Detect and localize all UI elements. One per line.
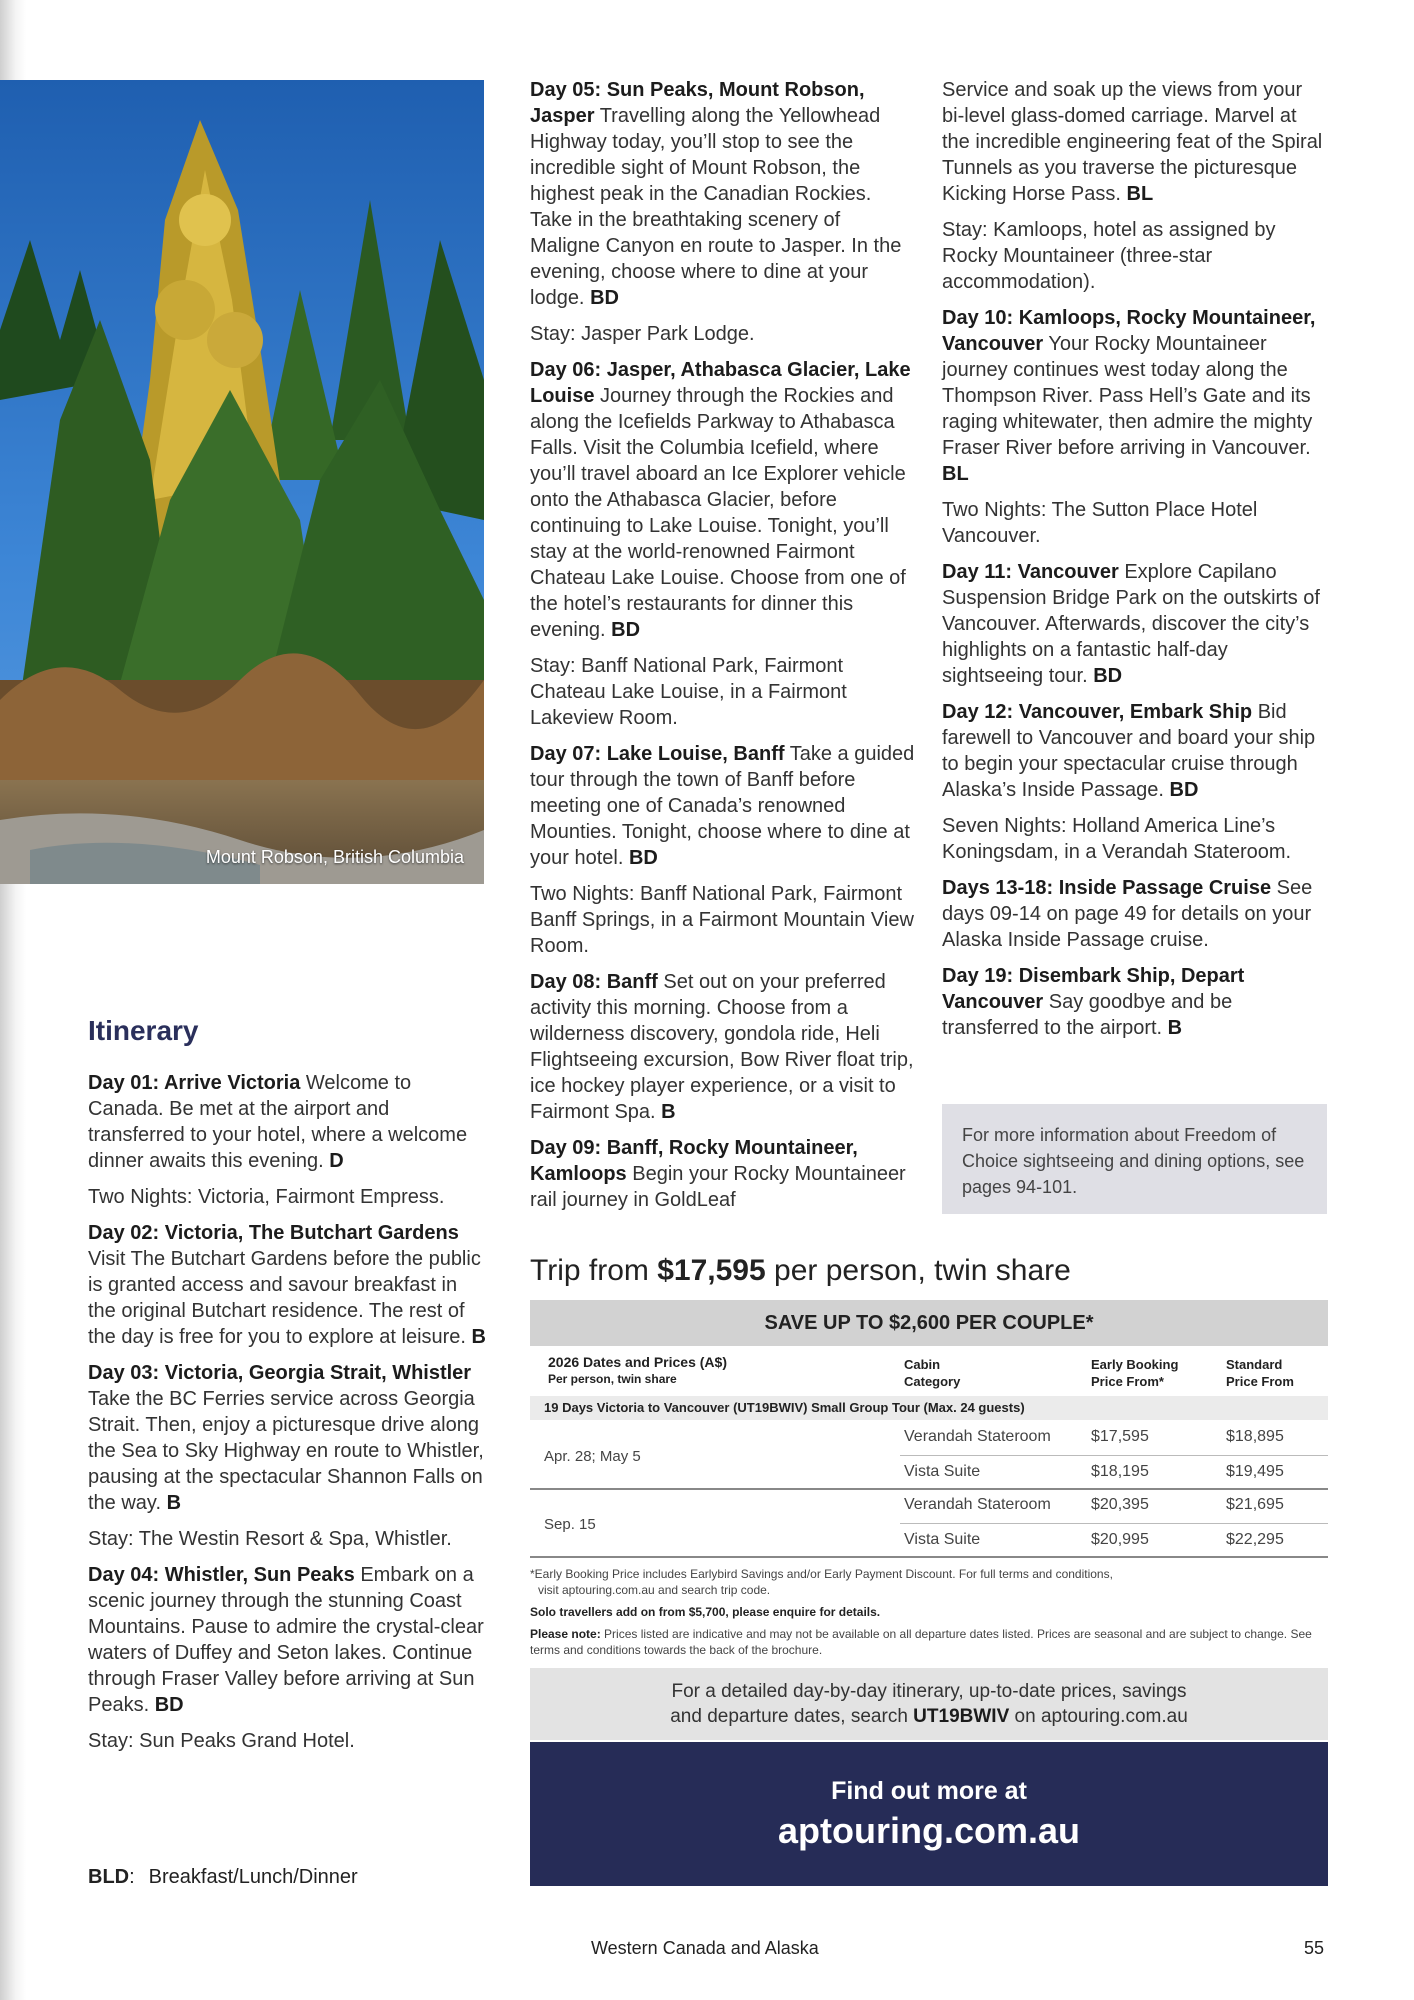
stay-info: Stay: Banff National Park, Fairmont Chateau Lake Louise, in a Fairmont Lakeview Room. (530, 655, 847, 729)
day-heading: Day 02: Victoria, The Butchart Gardens (88, 1222, 459, 1244)
early-price: $17,595 (1091, 1428, 1149, 1445)
standard-price: $18,895 (1226, 1428, 1284, 1445)
meals-code: B (661, 1101, 676, 1123)
itinerary-day (942, 559, 1327, 689)
col-header-standard: Standard Price From (1226, 1357, 1294, 1389)
meals-code: D (329, 1150, 344, 1172)
meals-code: BD (611, 619, 641, 641)
day-heading: Days 13-18: Inside Passage Cruise (942, 877, 1272, 899)
day-heading: Day 10: Kamloops, Rocky Mountaineer, Vancouver (942, 307, 1316, 355)
day-heading: Day 04: Whistler, Sun Peaks (88, 1564, 355, 1586)
day-text: Travelling along the Yellowhead Highway today, you’ll stop to see the incredible sight of Mount Robson, the highest peak in the Canadian Rockies. Take in the breathtaking scenery of Maligne Canyon en route to Jasper. In the evening, choose where to dine at your lodge. (530, 105, 902, 309)
meals-code: BL (1126, 183, 1154, 205)
day-heading: Day 07: Lake Louise, Banff (530, 743, 785, 765)
day-heading: Day 11: Vancouver (942, 561, 1119, 583)
day-text: Take a guided tour through the town of Banff before meeting one of Canada’s renowned Mounties. Tonight, choose where to dine at your hotel. (530, 743, 915, 869)
early-price: $20,395 (1091, 1496, 1149, 1513)
itinerary-day (530, 77, 915, 311)
col-header-early: Early Booking Price From* (1091, 1357, 1179, 1389)
day-heading: Day 12: Vancouver, Embark Ship (942, 701, 1253, 723)
itinerary-day (942, 875, 1327, 953)
day-text: Begin your Rocky Mountaineer rail journey in GoldLeaf (530, 1163, 906, 1211)
itinerary-day (88, 1562, 488, 1718)
legend-key: BLD: (88, 1866, 135, 1888)
stay-info: Two Nights: The Sutton Place Hotel Vancouver. (942, 499, 1258, 547)
cabin-category: Vista Suite (904, 1531, 981, 1548)
meals-code: B (166, 1492, 182, 1514)
meals-code: B (471, 1326, 486, 1348)
itinerary-column-1 (88, 1070, 488, 1764)
meals-code: BL (942, 463, 969, 485)
itinerary-day (530, 1135, 915, 1213)
meals-code: BD (154, 1694, 184, 1716)
early-price: $18,195 (1091, 1463, 1149, 1480)
meals-code: BD (1169, 779, 1199, 801)
trip-name-row: 19 Days Victoria to Vancouver (UT19BWIV) Small Group Tour (Max. 24 guests) (530, 1396, 1328, 1420)
trip-code: UT19BWIV (913, 1706, 1010, 1727)
cabin-category: Verandah Stateroom (904, 1428, 1051, 1445)
table-bottom-rule (530, 1556, 1328, 1558)
cta-website-link[interactable]: aptouring.com.au (777, 1809, 1080, 1851)
stay-info: Stay: Kamloops, hotel as assigned by Rocky Mountaineer (three-star accommodation). (942, 219, 1276, 293)
itinerary-day (88, 1360, 488, 1516)
day-text: Service and soak up the views from your bi-level glass-domed carriage. Marvel at the incredible engineering feat of the Spiral Tunnels as you traverse the picturesque Kicking Horse Pass. (942, 79, 1323, 205)
day-text: Visit The Butchart Gardens before the public is granted access and savour breakfast in the original Butchart residence. The rest of the day is free for you to explore at leisure. (88, 1248, 481, 1348)
col-header-dates: 2026 Dates and Prices (A$) Per person, twin share (548, 1354, 727, 1386)
cabin-category: Vista Suite (904, 1463, 981, 1480)
forest-photo-illustration (0, 80, 484, 884)
departure-dates: Apr. 28; May 5 (544, 1448, 641, 1465)
itinerary-day (530, 741, 915, 871)
stay-info: Stay: Jasper Park Lodge. (530, 323, 755, 345)
itinerary-day (942, 305, 1327, 487)
stay-info: Seven Nights: Holland America Line’s Koningsdam, in a Verandah Stateroom. (942, 815, 1292, 863)
stay-info: Two Nights: Banff National Park, Fairmont Banff Springs, in a Fairmont Mountain View Room. (530, 883, 914, 957)
day-text: Journey through the Rockies and along the Icefields Parkway to Athabasca Falls. Visit the Columbia Icefield, where you’ll travel aboard an Ice Explorer vehicle onto the Athabasca Glacier, before continuing to Lake Louise. Tonight, you’ll stay at the world-renowned Fairmont Chateau Lake Louise. Choose from one of the hotel’s restaurants for dinner this evening. (530, 385, 906, 641)
cabin-category: Verandah Stateroom (904, 1496, 1051, 1513)
row-divider (900, 1523, 1328, 1524)
footer-section-title: Western Canada and Alaska (591, 1938, 819, 1958)
col-header-cabin: Cabin Category (904, 1357, 961, 1389)
itinerary-day (942, 963, 1327, 1041)
find-out-more-banner[interactable] (530, 1742, 1328, 1886)
stay-info: Stay: The Westin Resort & Spa, Whistler. (88, 1528, 452, 1550)
stay-info: Two Nights: Victoria, Fairmont Empress. (88, 1186, 445, 1208)
solo-traveller-note: Solo travellers add on from $5,700, please enquire for details. (530, 1605, 881, 1619)
day-text: Set out on your preferred activity this morning. Choose from a wilderness discovery, gondola ride, Heli Flightseeing excursion, Bow River float trip, ice hockey player experience, or a visit to Fairmont Spa. (530, 971, 914, 1123)
day-heading: Day 01: Arrive Victoria (88, 1072, 301, 1094)
day-text: Your Rocky Mountaineer journey continues west today along the Thompson River. Pass Hell’s Gate and its raging whitewater, then admire the mighty Fraser River before arriving in Vancouver. (942, 333, 1313, 459)
day-heading: Day 03: Victoria, Georgia Strait, Whistler (88, 1362, 472, 1384)
meals-code: BD (590, 287, 619, 309)
photo-caption: Mount Robson, British Columbia (205, 847, 464, 867)
freedom-of-choice-note: For more information about Freedom of Choice sightseeing and dining options, see pages 94-101. (942, 1104, 1327, 1214)
itinerary-day (530, 969, 915, 1125)
itinerary-day (88, 1070, 488, 1174)
day-heading: Day 08: Banff (530, 971, 658, 993)
early-price: $20,995 (1091, 1531, 1149, 1548)
itinerary-day-continued (942, 77, 1327, 207)
pricing-disclaimer: Please note: Prices listed are indicative and may not be available on all departure dates listed. Prices are seasonal and are subject to change. See terms and conditions towards the back of the brochure. (530, 1627, 1312, 1657)
day-text: Bid farewell to Vancouver and board your ship to begin your spectacular cruise through Alaska’s Inside Passage. (942, 701, 1316, 801)
itinerary-heading: Itinerary (88, 1015, 199, 1046)
day-heading: Day 06: Jasper, Athabasca Glacier, Lake Louise (530, 359, 911, 407)
meals-code: BD (628, 847, 658, 869)
legend-value: Breakfast/Lunch/Dinner (148, 1866, 358, 1888)
standard-price: $22,295 (1226, 1531, 1284, 1548)
itinerary-day (530, 357, 915, 643)
day-text: Explore Capilano Suspension Bridge Park on the outskirts of Vancouver. Afterwards, discover the city’s highlights on a fantastic half-day sightseeing tour. (942, 561, 1320, 687)
lead-price: $17,595 (657, 1254, 766, 1287)
stay-info: Stay: Sun Peaks Grand Hotel. (88, 1730, 355, 1752)
day-text: Embark on a scenic journey through the stunning Coast Mountains. Pause to admire the crystal-clear waters of Duffey and Seton lakes. Continue through Fraser Valley before arriving at Sun Peaks. (88, 1564, 484, 1716)
day-text: Say goodbye and be transferred to the airport. (942, 991, 1233, 1039)
itinerary-day (942, 699, 1327, 803)
standard-price: $19,495 (1226, 1463, 1284, 1480)
trip-price-headline: Trip from $17,595 per person, twin share (530, 1254, 1071, 1287)
meals-legend (88, 1866, 358, 1889)
save-banner: SAVE UP TO $2,600 PER COUPLE* (530, 1300, 1328, 1346)
day-text: Welcome to Canada. Be met at the airport and transferred to your hotel, where a welcome dinner awaits this evening. (88, 1072, 468, 1172)
day-heading: Day 09: Banff, Rocky Mountaineer, Kamloops (530, 1137, 858, 1185)
day-text: Take the BC Ferries service across Georgia Strait. Then, enjoy a picturesque drive along the Sea to Sky Highway en route to Whistler, pausing at the spectacular Shannon Falls on the way. (88, 1388, 484, 1514)
early-booking-footnote: *Early Booking Price includes Earlybird Savings and/or Early Payment Discount. For full terms and conditions, visit aptouring.com.au and search trip code. (530, 1567, 1113, 1597)
meals-code: B (1167, 1017, 1183, 1039)
page-number: 55 (1304, 1938, 1325, 1958)
day-text: See days 09-14 on page 49 for details on your Alaska Inside Passage cruise. (942, 877, 1313, 951)
hero-photo (0, 80, 484, 884)
meals-code: BD (1093, 665, 1123, 687)
detailed-itinerary-note: For a detailed day-by-day itinerary, up-to-date prices, savings and departure dates, search UT19BWIV on aptouring.com.au (530, 1668, 1328, 1740)
row-divider (900, 1455, 1328, 1456)
standard-price: $21,695 (1226, 1496, 1284, 1513)
itinerary-day (88, 1220, 488, 1350)
cta-line-1: Find out more at (831, 1776, 1027, 1805)
departure-dates: Sep. 15 (544, 1516, 596, 1533)
itinerary-column-2 (530, 77, 915, 1223)
group-divider (530, 1488, 1328, 1490)
itinerary-column-3 (942, 77, 1327, 1051)
day-heading: Day 05: Sun Peaks, Mount Robson, Jasper (530, 79, 865, 127)
day-heading: Day 19: Disembark Ship, Depart Vancouver (942, 965, 1245, 1013)
